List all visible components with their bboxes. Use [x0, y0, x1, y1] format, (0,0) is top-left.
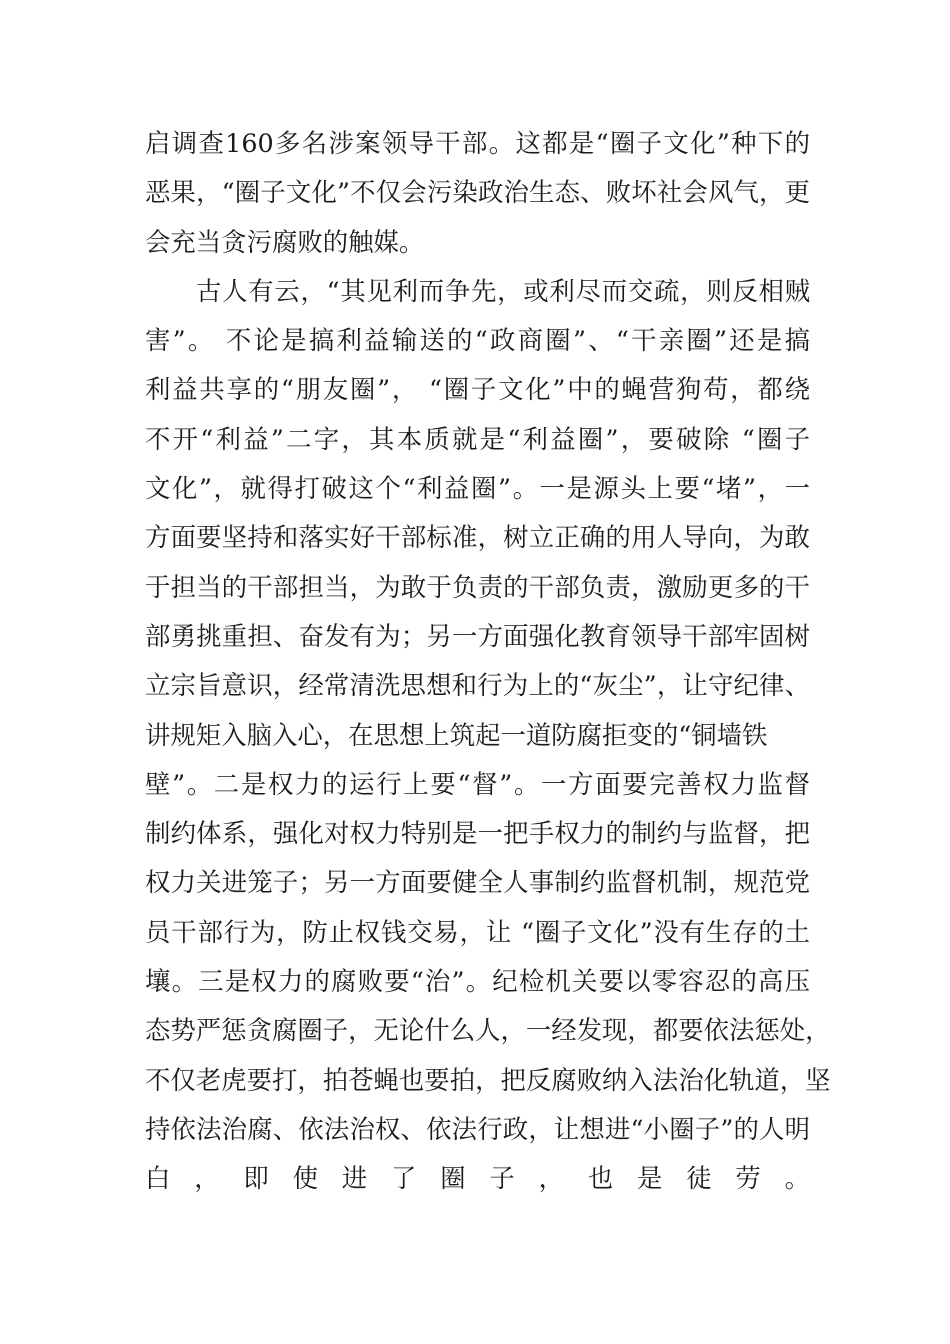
paragraph-continuation — [145, 119, 810, 267]
text-line: 白，即使进了圈子，也是徒劳。 — [145, 1163, 810, 1194]
text-line: 权力关进笼子；另一方面要健全人事制约监督机制，规范党 — [145, 867, 810, 898]
text-line — [145, 1204, 810, 1253]
text-line: 文化”，就得打破这个“利益圈”。一是源头上要“堵”，一 — [145, 473, 810, 504]
text-line: 会充当贪污腐败的触媒。 — [145, 226, 425, 257]
paragraph — [145, 267, 831, 1253]
text-line: 不仅老虎要打，拍苍蝇也要拍，把反腐败纳入法治化轨道，坚 — [145, 1064, 831, 1095]
text-line: 态势严惩贪腐圈子，无论什么人，一经发现，都要依法惩处， — [145, 1015, 831, 1046]
text-line: 持依法治腐、依法治权、依法行政，让想进“小圈子”的人明 — [145, 1113, 810, 1144]
text-line: 员干部行为，防止权钱交易，让 “圈子文化”没有生存的土 — [145, 916, 810, 947]
body-text — [145, 119, 831, 1253]
text-line: 方面要坚持和落实好干部标准，树立正确的用人导向，为敢 — [145, 522, 810, 553]
text-line: 于担当的干部担当，为敢于负责的干部负责，激励更多的干 — [145, 571, 810, 602]
text-line: 古人有云，“其见利而争先，或利尽而交疏，则反相贼 — [196, 275, 810, 306]
text-line: 壤。三是权力的腐败要“治”。纪检机关要以零容忍的高压 — [145, 966, 810, 997]
text-line: 部勇挑重担、奋发有为；另一方面强化教育领导干部牢固树 — [145, 620, 810, 651]
text-line: 壁”。二是权力的运行上要“督”。一方面要完善权力监督 — [145, 768, 810, 799]
text-line: 利益共享的“朋友圈”， “圈子文化”中的蝇营狗苟，都绕 — [145, 374, 810, 405]
text-line: 制约体系，强化对权力特别是一把手权力的制约与监督，把 — [145, 818, 810, 849]
text-line: 启调查160多名涉案领导干部。这都是“圈子文化”种下的 — [145, 128, 810, 158]
text-line: 立宗旨意识，经常清洗思想和行为上的“灰尘”，让守纪律、 — [145, 670, 810, 701]
text-line: 恶果，“圈子文化”不仅会污染政治生态、败坏社会风气，更 — [145, 177, 810, 208]
text-line: 害”。 不论是搞利益输送的“政商圈”、“干亲圈”还是搞 — [145, 325, 810, 356]
text-line: 讲规矩入脑入心，在思想上筑起一道防腐拒变的“铜墙铁 — [145, 719, 768, 750]
text-line: 不开“利益”二字，其本质就是“利益圈”，要破除 “圈子 — [145, 423, 810, 454]
